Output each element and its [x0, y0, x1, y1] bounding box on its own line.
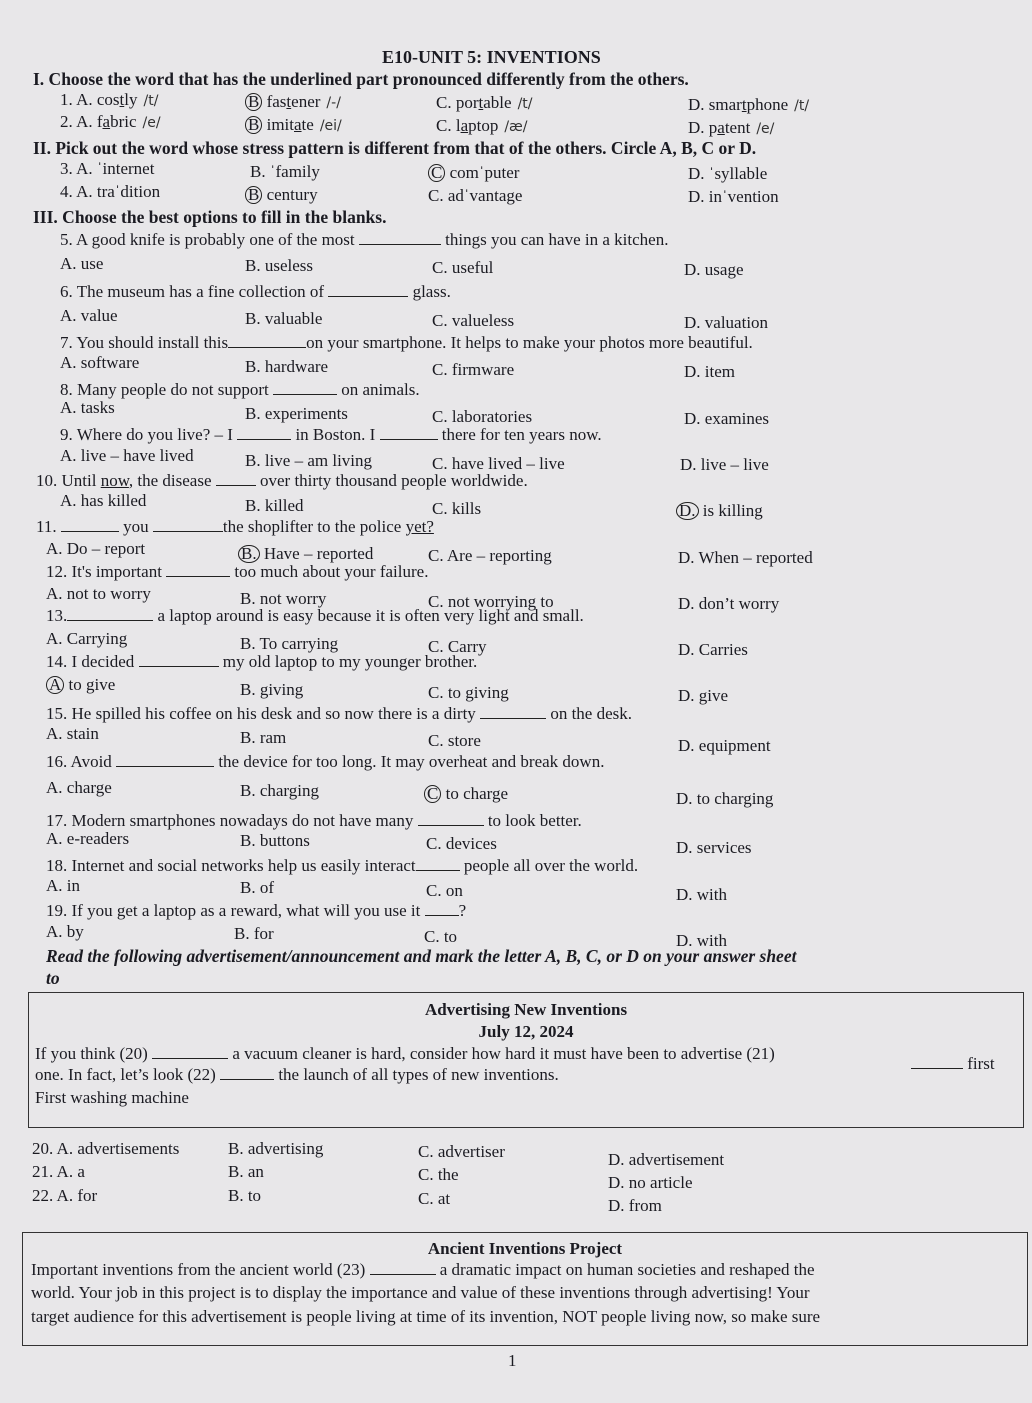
- circled-answer: C: [424, 785, 441, 803]
- section-2-heading: II. Pick out the word whose stress pattern is different from that of the others. Circle A, B, C or D.: [33, 138, 757, 158]
- worksheet-page: E10-UNIT 5: INVENTIONS I. Choose the word that has the underlined part pronounced differently from the others. 1. A. costly /t/ B fastener /-/ C. portable /t/ D. smartphone /t/ 2. A. fabric /e/ B imitate /ei/ C. laptop /æ/ D. patent /e/ II. Pick out the word whose stress pattern is different from that of the others. Circle A, B, C or D. 3. A. ˈinternet B. ˈfamily C comˈputer D. ˈsyllable 4. A. traˈdition B century C. adˈvantage D. inˈvention III. Choose the best options to fill in the blanks. 5. A good knife is probably one of the most things you can have in a kitchen. A. use B. useless C. useful D. usage 6. The museum has a fine collection of glass. A. value B. valuable C. valueless D. valuation 7. You should install this on your smartphone. It helps to make your photos more beautiful. A. software B. hardware C. firmware D. item 8. Many people do not support on animals. A. tasks B. experiments C. laboratories D. examines 9. Where do you live? – I in Boston. I there for ten years now. A. live – have lived B. live – am living C. have lived – live D. live – live 10. Until now, the disease over thirty thousand people worldwide. A. has killed B. killed C. kills D. is killing 11. you the shoplifter to the police yet? A. Do – report B. Have – reported C. Are – reporting D. When – reported 12. It's important too much about your failure. A. not to worry B. not worry C. not worrying to D. don’t worry 13. a laptop around is easy because it is often very light and small. A. Carrying B. To carrying C. Carry D. Carries 14. I decided my old laptop to my younger brother. A to give B. giving C. to giving D. give 15. He spilled his coffee on his desk and so now there is a dirty on the desk. A. stain B. ram C. store D. equipment 16. Avoid the device for too long. It may overheat and break down. A. charge B. charging C to charge D. to charging 17. Modern smartphones nowadays do not have many to look better. A. e-readers B. buttons C. devices D. services 18. Internet and social networks help us easily interact people all over the world. A. in B. of C. on D. with 19. If you get a laptop as a reward, what will you use it ? A. by B. for C. to D. with Read the following advertisement/announcement and mark the letter A, B, C, or D on your answer sheet to Advertising New Inventions July 12, 2024 If you think (20) a vacuum cleaner is hard, consider how hard it must have been to advertise (21) first one. In fact, let’s look (22) the launch of all types of new inventions. First washing machine 20. A. advertisements B. advertising C. advertiser D. advertisement 21. A. a B. an C. the D. no article 22. A. for B. to C. at D. from Ancient Inventions Project Important inventions from the ancient world (23) a dramatic impact on human societies and reshaped the world. Your job in this project is to display the importance and value of these inventions through advertising! Your target audience for this advertisement is people living at time of its invention, NOT people living now, so make sure 1: [0, 0, 1032, 1403]
- circled-answer: B: [245, 116, 262, 134]
- project-box: Ancient Inventions Project Important inventions from the ancient world (23) a dramatic impact on human societies and reshaped the world. Your job in this project is to display the importance and value of these inventions through advertising! Your target audience for this advertisement is people living at time of its invention, NOT people living now, so make sure: [22, 1232, 1028, 1346]
- circled-answer: C: [428, 164, 445, 182]
- advertisement-date: July 12, 2024: [478, 1022, 574, 1041]
- page-number: 1: [508, 1351, 517, 1370]
- circled-answer: B.: [238, 545, 260, 563]
- project-title: Ancient Inventions Project: [427, 1239, 623, 1258]
- section-1-heading: I. Choose the word that has the underlined part pronounced differently from the others.: [33, 69, 689, 89]
- section-3-heading: III. Choose the best options to fill in the blanks.: [33, 207, 387, 227]
- page-title: E10-UNIT 5: INVENTIONS: [382, 47, 601, 67]
- circled-answer: D.: [676, 502, 699, 520]
- advertisement-title: Advertising New Inventions: [424, 1000, 628, 1019]
- circled-answer: B: [245, 93, 262, 111]
- advertisement-box: Advertising New Inventions July 12, 2024 If you think (20) a vacuum cleaner is hard, consider how hard it must have been to advertise (21) first one. In fact, let’s look (22) the launch of all types of new inventions. First washing machine: [28, 992, 1024, 1128]
- advertisement-subheading: First washing machine: [35, 1088, 189, 1107]
- circled-answer: B: [245, 186, 262, 204]
- circled-answer: A: [46, 676, 64, 694]
- reading-instruction: Read the following advertisement/announcement and mark the letter A, B, C, or D on your answer sheet: [46, 946, 797, 966]
- reading-instruction-cont: to: [46, 968, 60, 988]
